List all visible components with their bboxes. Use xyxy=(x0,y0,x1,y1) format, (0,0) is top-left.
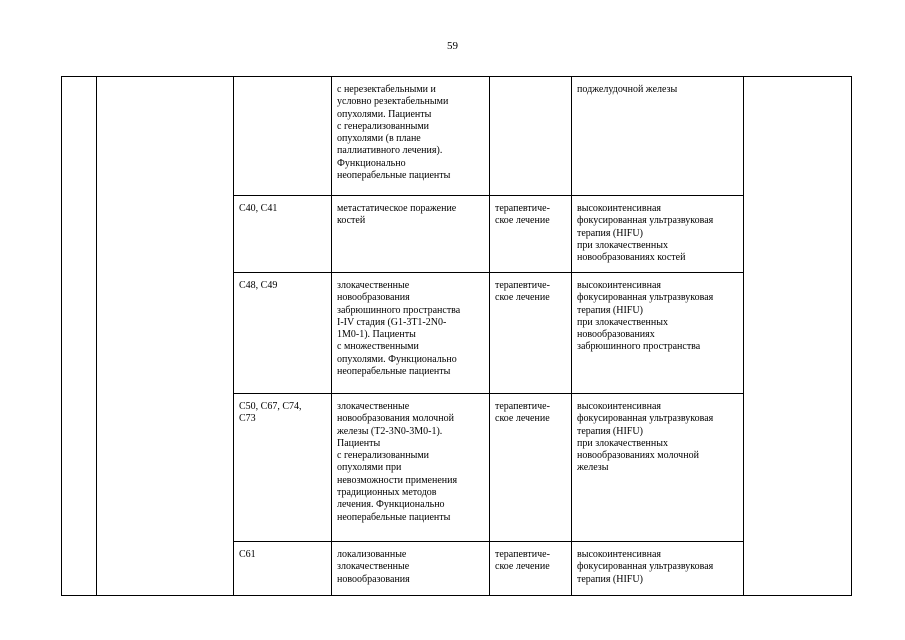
page-number: 59 xyxy=(447,40,458,52)
patient-model-cell: с нерезектабельными и условно резектабельными опухолями. Пациенты с генерализованными опухолями (в плане паллиативного лечения). Функционально неоперабельные пациенты xyxy=(332,77,490,196)
patient-model-cell: злокачественные новообразования молочной железы (Т2-3N0-3M0-1). Пациенты с генерализованными опухолями при невозможности применения традиционных методов лечения. Функционально неоперабельные пациенты xyxy=(332,394,490,542)
patient-model-cell: метастатическое поражение костей xyxy=(332,196,490,273)
treatment-type-cell xyxy=(490,77,572,196)
diagnosis-code-cell: С61 xyxy=(234,542,332,596)
empty-column-cell xyxy=(744,77,852,596)
treatment-type-cell: терапевтиче- ское лечение xyxy=(490,273,572,394)
treatment-type-cell: терапевтиче- ское лечение xyxy=(490,542,572,596)
medical-services-table xyxy=(61,76,852,596)
empty-column-cell xyxy=(97,77,234,596)
table-row xyxy=(62,77,852,196)
diagnosis-code-cell xyxy=(234,77,332,196)
treatment-method-cell: высокоинтенсивная фокусированная ультразвуковая терапия (HIFU) при злокачественных новообразованиях костей xyxy=(572,196,744,273)
diagnosis-code-cell: С40, С41 xyxy=(234,196,332,273)
treatment-type-cell: терапевтиче- ское лечение xyxy=(490,196,572,273)
diagnosis-code-cell: С48, С49 xyxy=(234,273,332,394)
patient-model-cell: локализованные злокачественные новообразования xyxy=(332,542,490,596)
diagnosis-code-cell: С50, С67, С74, С73 xyxy=(234,394,332,542)
treatment-method-cell: поджелудочной железы xyxy=(572,77,744,196)
treatment-method-cell: высокоинтенсивная фокусированная ультразвуковая терапия (HIFU) xyxy=(572,542,744,596)
treatment-method-cell: высокоинтенсивная фокусированная ультразвуковая терапия (HIFU) при злокачественных новообразованиях молочной железы xyxy=(572,394,744,542)
patient-model-cell: злокачественные новообразования забрюшинного пространства I-IV стадия (G1-3T1-2N0- 1M0-1). Пациенты с множественными опухолями. Функционально неоперабельные пациенты xyxy=(332,273,490,394)
treatment-type-cell: терапевтиче- ское лечение xyxy=(490,394,572,542)
treatment-method-cell: высокоинтенсивная фокусированная ультразвуковая терапия (HIFU) при злокачественных новообразованиях забрюшинного пространства xyxy=(572,273,744,394)
empty-column-cell xyxy=(62,77,97,596)
